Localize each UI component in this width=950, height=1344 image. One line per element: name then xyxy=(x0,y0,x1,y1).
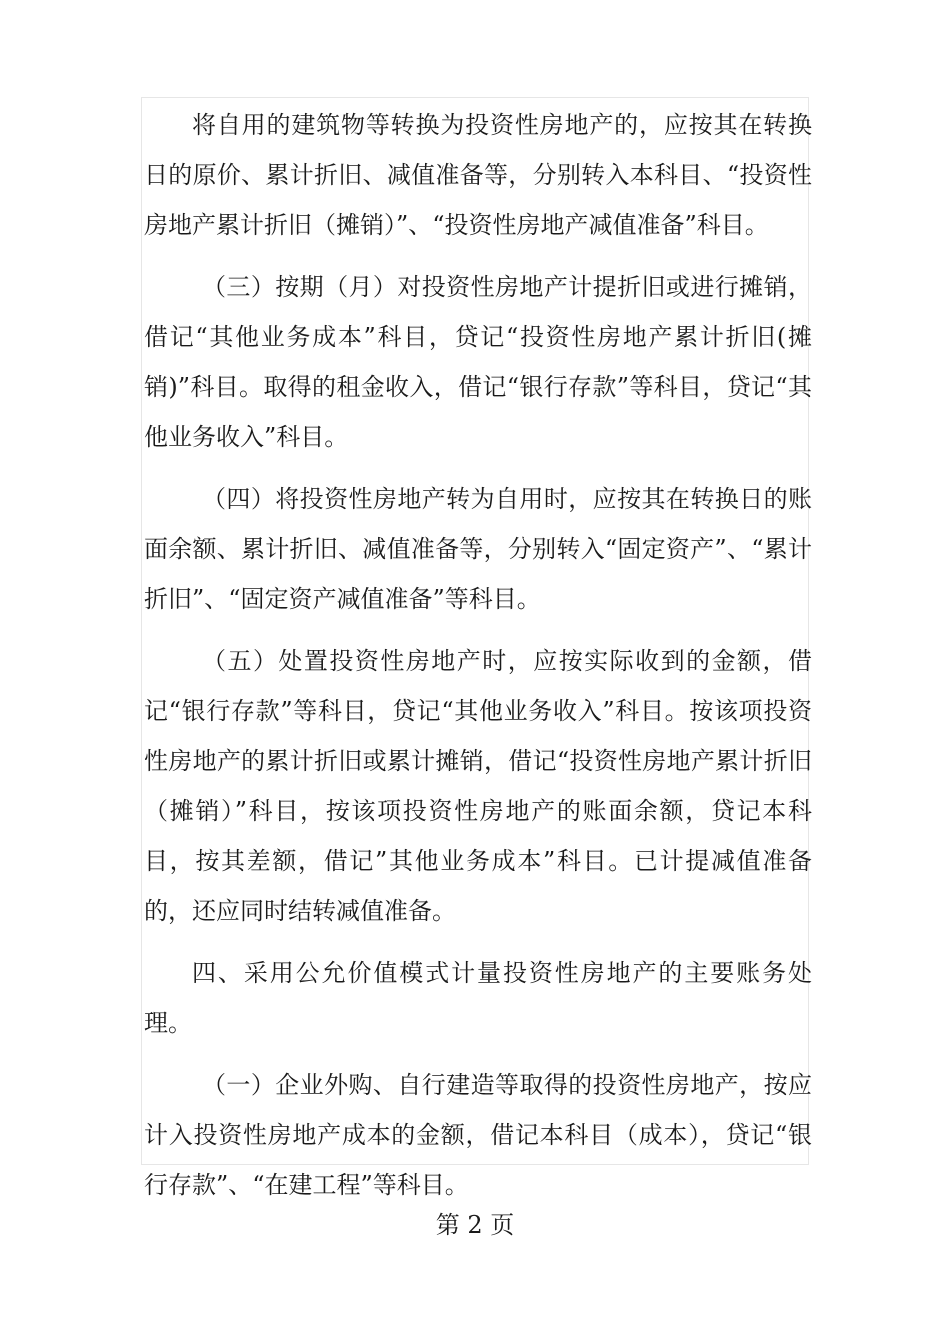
paragraph-five: （五）处置投资性房地产时，应按实际收到的金额，借记“银行存款”等科目，贷记“其他业务收入”科目。按该项投资性房地产的累计折旧或累计摊销，借记“投资性房地产累计折旧（摊销）”科目，按该项投资性房地产的账面余额，贷记本科目，按其差额，借记”其他业务成本”科目。已计提减值准备的，还应同时结转减值准备。 xyxy=(144,647,812,925)
page-number: 第 2 页 xyxy=(435,1211,515,1239)
document-body xyxy=(144,100,812,1222)
paragraph-one: （一）企业外购、自行建造等取得的投资性房地产，按应计入投资性房地产成本的金额，借记本科目（成本），贷记“银行存款”、“在建工程”等科目。 xyxy=(144,1071,812,1199)
paragraph-four: （四）将投资性房地产转为自用时，应按其在转换日的账面余额、累计折旧、减值准备等，分别转入“固定资产”、“累计折旧”、“固定资产减值准备”等科目。 xyxy=(144,485,812,613)
paragraph-three: （三）按期（月）对投资性房地产计提折旧或进行摊销，借记“其他业务成本”科目，贷记“投资性房地产累计折旧(摊销)”科目。取得的租金收入，借记“银行存款”等科目，贷记“其他业务收入”科目。 xyxy=(144,273,812,451)
section-heading-four: 四、采用公允价值模式计量投资性房地产的主要账务处理。 xyxy=(144,959,812,1037)
paragraph-conversion: 将自用的建筑物等转换为投资性房地产的，应按其在转换日的原价、累计折旧、减值准备等，分别转入本科目、“投资性房地产累计折旧（摊销）”、“投资性房地产减值准备”科目。 xyxy=(144,111,812,239)
